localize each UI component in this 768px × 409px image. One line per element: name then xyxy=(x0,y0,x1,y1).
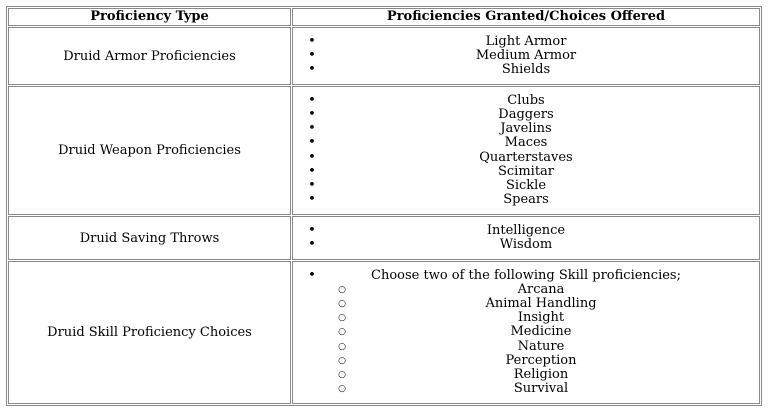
sub-list-item xyxy=(293,325,759,339)
row-items xyxy=(292,216,760,260)
list-item xyxy=(293,49,759,63)
list-item xyxy=(293,193,759,207)
list-item-text: Quarterstaves xyxy=(479,149,573,165)
sub-list-item-text: Insight xyxy=(517,310,565,326)
table-row xyxy=(8,261,760,404)
table-row xyxy=(8,216,760,260)
table-row xyxy=(8,27,760,85)
circle-bullet-icon: ○ xyxy=(338,313,346,324)
bullet-icon: • xyxy=(308,149,316,165)
list-item-text: Maces xyxy=(504,135,548,151)
bullet-icon: • xyxy=(308,92,316,108)
list-item xyxy=(293,238,759,252)
sub-list-item xyxy=(293,297,759,311)
bullet-icon: • xyxy=(308,267,316,283)
sub-list-item xyxy=(293,340,759,354)
bullet-icon: • xyxy=(308,135,316,151)
bullet-list xyxy=(293,269,759,397)
sub-list-item xyxy=(293,382,759,396)
sub-list-item xyxy=(293,368,759,382)
list-item-text: Daggers xyxy=(498,106,554,122)
sub-list-item-text: Medicine xyxy=(510,324,572,340)
sub-list-item-text: Survival xyxy=(513,381,569,397)
row-type-label: Druid Skill Proficiency Choices xyxy=(8,261,291,404)
list-item xyxy=(293,224,759,238)
bullet-icon: • xyxy=(308,177,316,193)
circle-bullet-icon: ○ xyxy=(338,299,346,310)
bullet-icon: • xyxy=(308,62,316,78)
list-item-text: Intelligence xyxy=(486,222,566,238)
list-item-text: Sickle xyxy=(505,177,547,193)
row-type-label: Druid Saving Throws xyxy=(8,216,291,260)
sub-list-item xyxy=(293,354,759,368)
row-items xyxy=(292,86,760,215)
list-item-text: Light Armor xyxy=(485,33,567,49)
header-row xyxy=(8,8,760,26)
sub-list-item-text: Arcana xyxy=(517,281,565,297)
list-item-text: Javelins xyxy=(500,121,552,137)
bullet-icon: • xyxy=(308,106,316,122)
table-row xyxy=(8,86,760,215)
sub-list-item-text: Animal Handling xyxy=(485,296,597,312)
row-type-label: Druid Armor Proficiencies xyxy=(8,27,291,85)
sub-list xyxy=(293,283,759,397)
bullet-icon: • xyxy=(308,47,316,63)
row-type-label: Druid Weapon Proficiencies xyxy=(8,86,291,215)
circle-bullet-icon: ○ xyxy=(338,327,346,338)
list-item xyxy=(293,122,759,136)
header-proficiencies-granted: Proficiencies Granted/Choices Offered xyxy=(292,8,760,26)
list-item-text: Shields xyxy=(501,62,551,78)
list-item-text: Medium Armor xyxy=(475,47,577,63)
list-item-text: Scimitar xyxy=(497,163,555,179)
circle-bullet-icon: ○ xyxy=(338,384,346,395)
bullet-list xyxy=(293,35,759,78)
circle-bullet-icon: ○ xyxy=(338,341,346,352)
list-item xyxy=(293,94,759,108)
bullet-icon: • xyxy=(308,222,316,238)
bullet-icon: • xyxy=(308,237,316,252)
bullet-icon: • xyxy=(308,121,316,137)
list-item-text: Spears xyxy=(503,192,549,208)
row-items xyxy=(292,261,760,404)
bullet-icon: • xyxy=(308,163,316,179)
sub-list-item xyxy=(293,311,759,325)
list-item xyxy=(293,165,759,179)
proficiency-table xyxy=(6,6,762,406)
bullet-list xyxy=(293,94,759,208)
list-item xyxy=(293,63,759,77)
list-item xyxy=(293,108,759,122)
sub-list-item-text: Perception xyxy=(505,352,577,368)
list-item-text: Choose two of the following Skill proficiencies; xyxy=(371,267,681,283)
list-item xyxy=(293,179,759,193)
circle-bullet-icon: ○ xyxy=(338,284,346,295)
circle-bullet-icon: ○ xyxy=(338,355,346,366)
header-proficiency-type: Proficiency Type xyxy=(8,8,291,26)
list-item xyxy=(293,151,759,165)
bullet-icon: • xyxy=(308,192,316,208)
bullet-list xyxy=(293,224,759,252)
bullet-icon: • xyxy=(308,33,316,49)
sub-list-item-text: Religion xyxy=(513,366,569,382)
sub-list-item-text: Nature xyxy=(517,338,565,354)
list-item-text: Wisdom xyxy=(499,237,553,252)
list-item xyxy=(293,136,759,150)
list-item xyxy=(293,269,759,397)
row-items xyxy=(292,27,760,85)
list-item xyxy=(293,35,759,49)
list-item-text: Clubs xyxy=(507,92,545,108)
circle-bullet-icon: ○ xyxy=(338,369,346,380)
sub-list-item xyxy=(293,283,759,297)
